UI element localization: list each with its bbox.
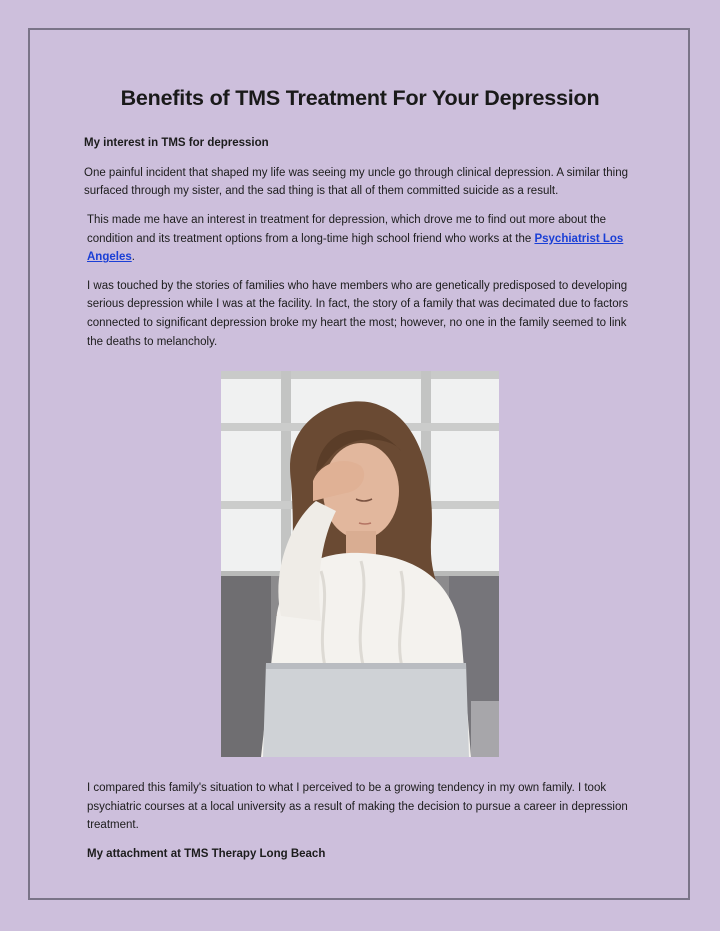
document-body — [84, 86, 636, 875]
paragraph-3: I was touched by the stories of families who have members who are genetically predisposed to developing serious depression while I was at the facility. In fact, the story of a family that was decimated due to factors connected to significant depression broke my heart the most; however, no one in the family seemed to link the deaths to melancholy. — [87, 279, 629, 348]
paragraph-4: I compared this family's situation to what I perceived to be a growing tendency in my own family. I took psychiatric courses at a local university as a result of making the decision to pursue a career in depression treatment. — [87, 782, 628, 832]
paragraph-2 — [84, 211, 636, 267]
page-title: Benefits of TMS Treatment For Your Depression — [120, 86, 600, 110]
paragraph-2-text: This made me have an interest in treatment for depression, which drove me to find out more about the condition and its treatment options from a long-time high school friend who works at the — [87, 213, 607, 245]
section-heading: My interest in TMS for depression — [84, 136, 269, 149]
woman-with-laptop-photo — [221, 371, 499, 757]
paragraph-1: One painful incident that shaped my life was seeing my uncle go through clinical depression. A similar thing surfaced through my sister, and the sad thing is that all of them committed suicide as a result. — [84, 166, 628, 198]
paragraph-2-end: . — [131, 251, 135, 264]
closing-heading: My attachment at TMS Therapy Long Beach — [87, 847, 326, 860]
psychiatrist-los-angeles-link[interactable]: Psychiatrist Los Angeles — [87, 232, 624, 264]
photo-illustration — [221, 371, 499, 757]
